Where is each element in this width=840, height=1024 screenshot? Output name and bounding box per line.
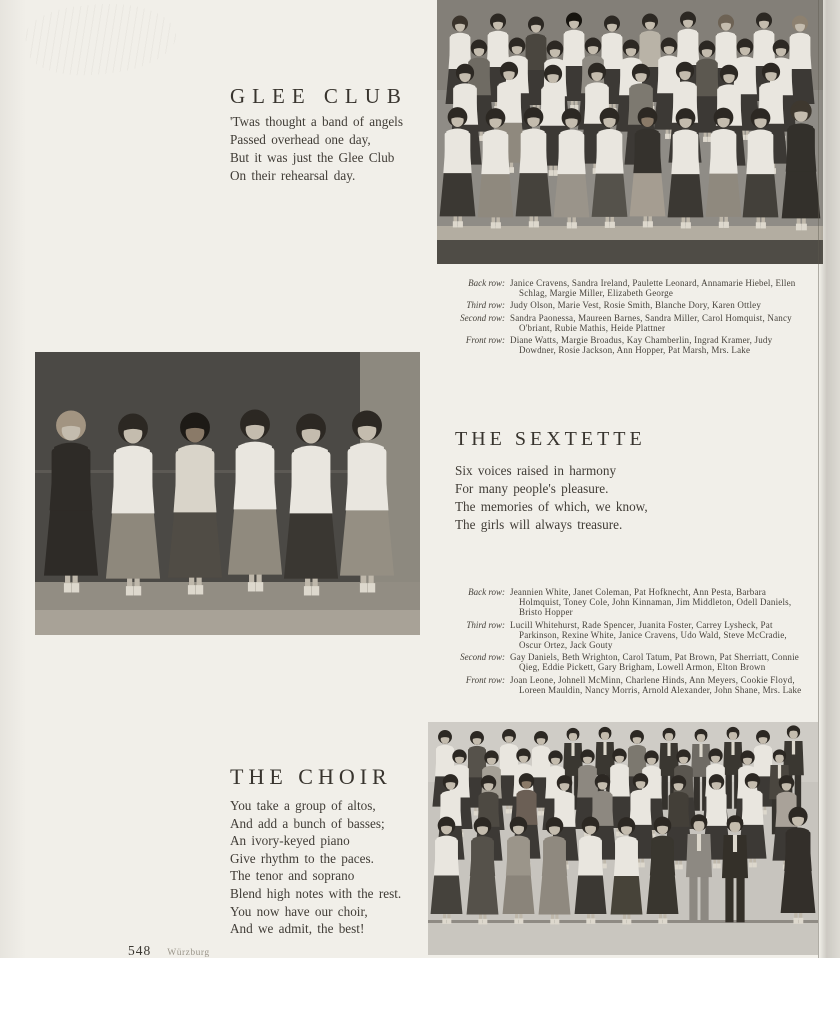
caption-row bbox=[447, 620, 809, 651]
caption-row bbox=[447, 587, 809, 618]
footer-school-name: Würzburg bbox=[167, 948, 210, 958]
page-gutter-shadow bbox=[818, 0, 840, 958]
poem-line: And we admit, the best! bbox=[230, 921, 365, 937]
poem-line: Blend high notes with the rest. bbox=[230, 885, 402, 901]
poem-line: The memories of which, we know, bbox=[455, 499, 648, 514]
choir-photo-caption bbox=[447, 587, 809, 697]
caption-row bbox=[447, 278, 805, 298]
page-footer bbox=[128, 942, 210, 960]
glee-club-heading: GLEE CLUB bbox=[230, 84, 408, 108]
caption-row-label: Back row: bbox=[468, 587, 505, 597]
caption-row-names: Joan Leone, Johnell McMinn, Charlene Hinds, Ann Meyers, Cookie Floyd, Loreen Mauldin, Nancy Morris, Arnold Alexander, John Shane, Mrs. Lake bbox=[510, 674, 802, 695]
poem-line: You take a group of altos, bbox=[230, 798, 376, 813]
caption-row-names: Sandra Paonessa, Maureen Barnes, Sandra Miller, Carol Homquist, Nancy O'briant, Rubie Mathis, Heide Plattner bbox=[510, 312, 792, 333]
poem-line: Six voices raised in harmony bbox=[455, 463, 617, 478]
glee-club-photo-caption bbox=[447, 278, 805, 357]
choir-photo bbox=[428, 722, 818, 955]
poem-line: Passed overhead one day, bbox=[230, 132, 371, 147]
poem-line: 'Twas thought a band of angels bbox=[230, 114, 403, 129]
caption-row-label: Front row: bbox=[465, 335, 505, 346]
caption-row-names: Lucill Whitehurst, Rade Spencer, Juanita Foster, Carrey Lysheck, Pat Parkinson, Rexine White, Janice Cravens, Udo Wald, Steve McCradie, Oscur Ortez, Jack Gouty bbox=[510, 619, 787, 651]
caption-row-label: Third row: bbox=[466, 619, 505, 630]
glee-club-photo bbox=[437, 0, 823, 264]
poem-line: On their rehearsal day. bbox=[230, 168, 356, 183]
poem-line: The tenor and soprano bbox=[230, 868, 355, 884]
poem-line: An ivory-keyed piano bbox=[230, 833, 350, 849]
poem-line: But it was just the Glee Club bbox=[230, 150, 395, 165]
caption-row bbox=[447, 313, 805, 333]
caption-row bbox=[447, 652, 809, 672]
caption-row-names: Jeannien White, Janet Coleman, Pat Hofknecht, Ann Pesta, Barbara Holmquist, Toney Cole, John Kinnaman, Jim Middleton, Odell Daniels, Bristo Hopper bbox=[510, 587, 792, 618]
caption-row-label: Third row: bbox=[466, 300, 505, 311]
poem-line: Give rhythm to the paces. bbox=[230, 850, 374, 866]
sextette-photo bbox=[35, 352, 420, 635]
caption-row bbox=[447, 335, 805, 355]
caption-row-label: Second row: bbox=[460, 312, 505, 323]
poem-line: For many people's pleasure. bbox=[455, 481, 609, 496]
caption-row-label: Second row: bbox=[460, 652, 505, 663]
caption-row bbox=[447, 675, 809, 695]
caption-row-names: Gay Daniels, Beth Wrighton, Carol Tatum, Pat Brown, Pat Sherriatt, Connie Qieg, Eddie Pickett, Gary Brigham, Lowell Armon, Elton Brown bbox=[510, 652, 799, 673]
caption-row-names: Diane Watts, Margie Broadus, Kay Chamberlin, Ingrad Kramer, Judy Dowdner, Rosie Jackson, Ann Hopper, Pat Marsh, Mrs. Lake bbox=[510, 335, 773, 356]
page-number: 548 bbox=[128, 943, 152, 958]
scan-left-shading bbox=[0, 0, 26, 958]
caption-row bbox=[447, 300, 805, 310]
sextette-heading: THE SEXTETTE bbox=[455, 428, 646, 450]
caption-row-label: Back row: bbox=[468, 278, 505, 288]
caption-row-names: Judy Olson, Marie Vest, Rosie Smith, Blanche Dory, Karen Ottley bbox=[510, 300, 762, 311]
caption-row-names: Janice Cravens, Sandra Ireland, Paulette Leonard, Annamarie Hiebel, Ellen Schlag, Margie Miller, Elizabeth George bbox=[510, 278, 796, 299]
poem-line: And add a bunch of basses; bbox=[230, 815, 385, 831]
sextette-poem bbox=[455, 462, 725, 534]
choir-heading: THE CHOIR bbox=[230, 764, 392, 789]
poem-line: The girls will always treasure. bbox=[455, 517, 623, 532]
poem-line: You now have our choir, bbox=[230, 903, 368, 919]
caption-row-label: Front row: bbox=[465, 674, 505, 685]
